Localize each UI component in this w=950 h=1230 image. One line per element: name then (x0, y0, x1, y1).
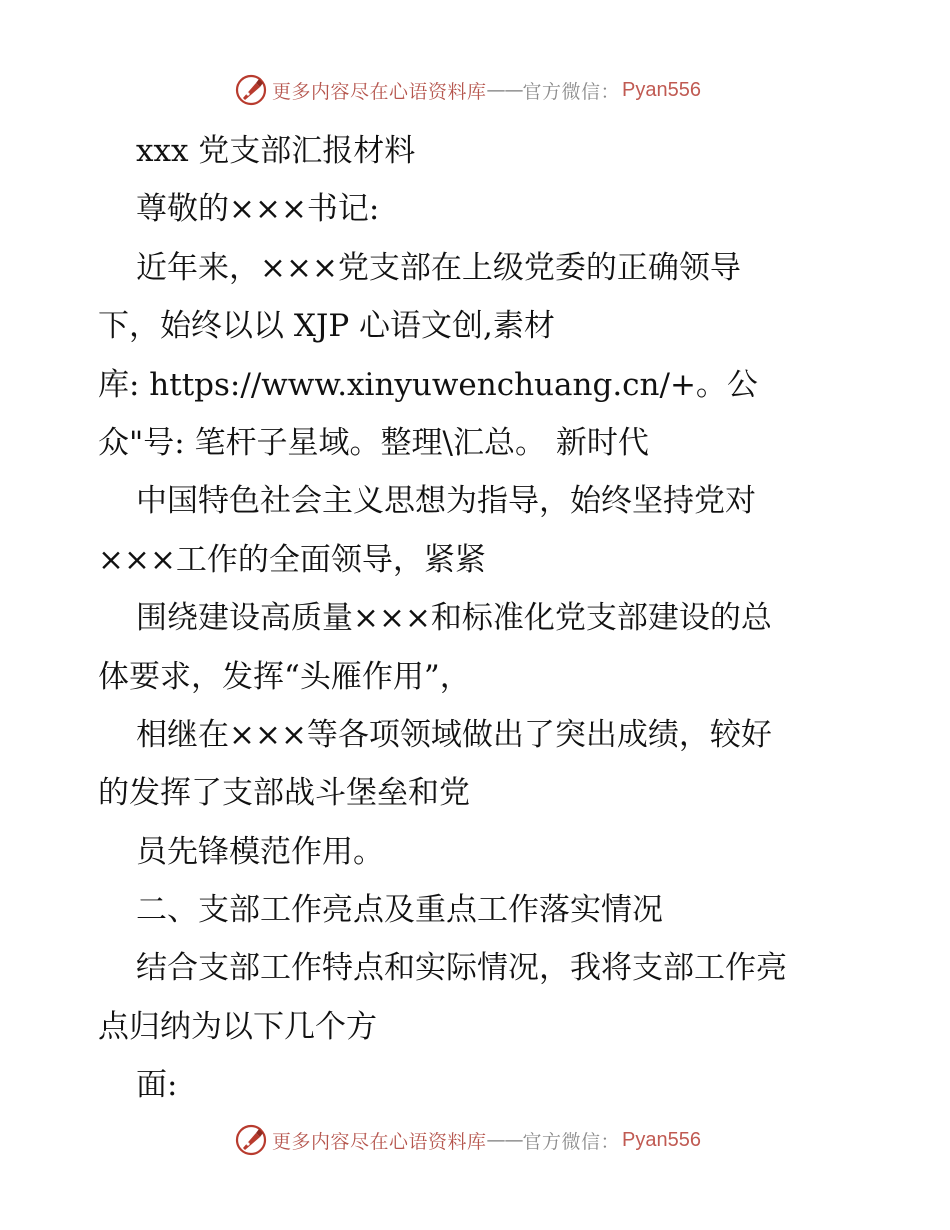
banner-wechat-label: 官方微信： (522, 1130, 621, 1153)
paragraph-line: 体要求，发挥“头雁作用”， (98, 658, 471, 695)
paragraph-line: 点归纳为以下几个方 (98, 1008, 377, 1045)
banner-site-text: 更多内容尽在心语资料库 (272, 80, 487, 103)
banner-site-text: 更多内容尽在心语资料库 (272, 1130, 487, 1153)
paragraph-line: 员先锋模范作用。 (136, 833, 384, 870)
banner-wechat-label: 官方微信： (522, 80, 621, 103)
footer-banner (234, 1122, 701, 1158)
paragraph-line: 的发挥了支部战斗堡垒和党 (98, 775, 470, 812)
paragraph-line: 面: (136, 1067, 178, 1104)
document-body (98, 122, 858, 1115)
banner-wechat-id: Pyan556 (622, 1128, 701, 1151)
salutation: 尊敬的×××书记: (136, 191, 380, 228)
paragraph-line: 近年来，×××党支部在上级党委的正确领导 (136, 249, 741, 286)
paragraph-line: 相继在×××等各项领域做出了突出成绩，较好 (136, 716, 772, 753)
banner-dash: —— (486, 1129, 523, 1151)
paragraph-line: 围绕建设高质量×××和标准化党支部建设的总 (136, 600, 772, 637)
banner-wechat-id: Pyan556 (622, 78, 701, 101)
paragraph-line: 众"号: 笔杆子星域。整理\汇总。 新时代 (98, 424, 649, 461)
paragraph-line: 下，始终以以 XJP 心语文创,素材 (98, 308, 555, 345)
header-banner (234, 72, 701, 108)
paragraph-line: 结合支部工作特点和实际情况，我将支部工作亮 (136, 950, 787, 987)
pen-nib-logo-icon (234, 73, 268, 107)
document-title: xxx 党支部汇报材料 (136, 133, 416, 169)
paragraph-line: 中国特色社会主义思想为指导，始终坚持党对 (136, 483, 756, 520)
section-heading: 二、支部工作亮点及重点工作落实情况 (136, 892, 663, 929)
paragraph-line: ×××工作的全面领导，紧紧 (98, 541, 486, 578)
pen-nib-logo-icon (234, 1123, 268, 1157)
paragraph-line: 库: https://www.xinyuwenchuang.cn/+。公 (98, 366, 758, 403)
banner-dash: —— (486, 79, 523, 101)
